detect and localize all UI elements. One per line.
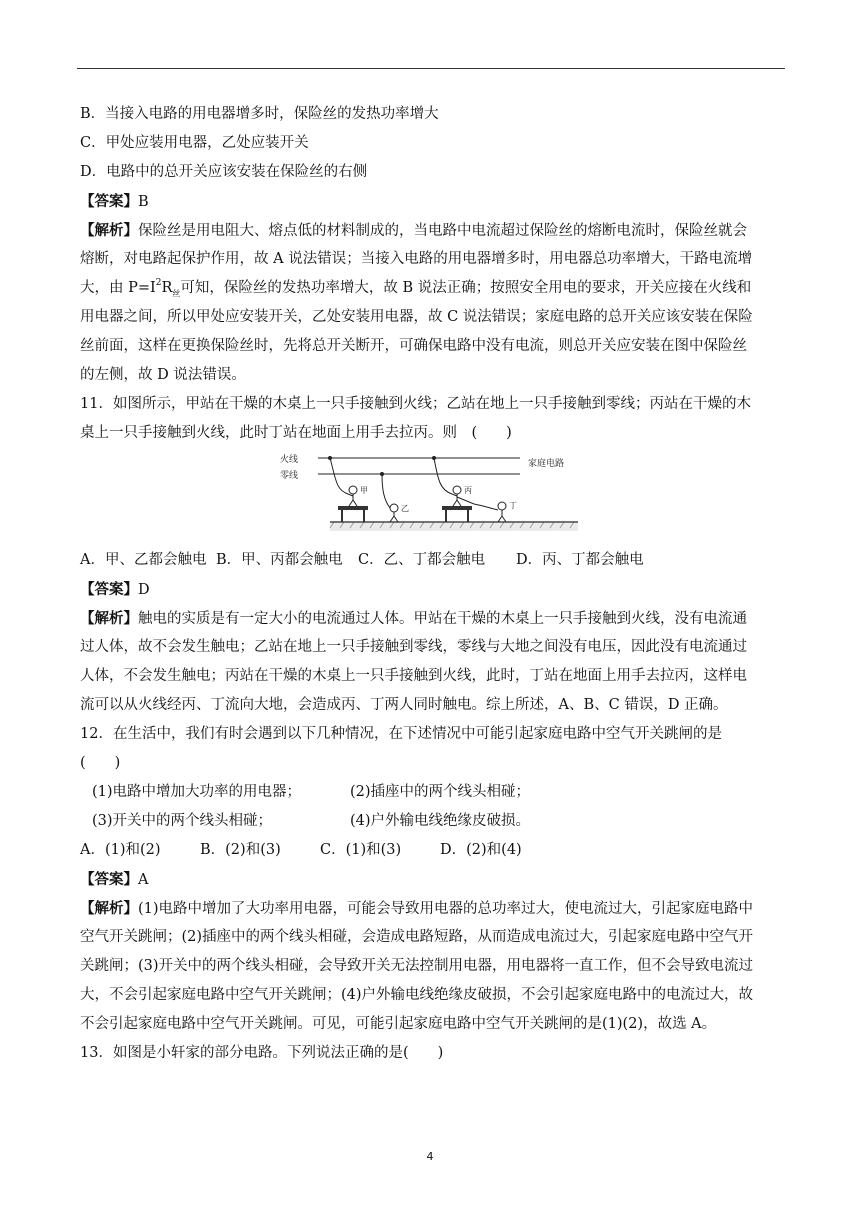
ground-fill — [330, 523, 578, 531]
q10-option-b: B．当接入电路的用电器增多时，保险丝的发热功率增大 — [80, 106, 439, 122]
q10-answer — [80, 187, 785, 216]
q11-explanation-2: 过人体，故不会发生触电；乙站在地上一只手接触到零线，零线与大地之间没有电压，因此没有电流通过 — [80, 639, 747, 655]
q12-options — [80, 836, 785, 865]
q10-option-c: C．甲处应装用电器，乙处应装开关 — [80, 135, 309, 151]
q12-item-3: (3)开关中的两个线头相碰； — [92, 813, 273, 829]
formula-start: 大，由 P=I — [80, 280, 156, 296]
wire-to-bing — [434, 458, 452, 494]
q10-explanation-4: 用电器之间，所以甲处应安装开关，乙处安装用电器，故 C 说法错误；家庭电路的总开关应该安装在保险 — [80, 309, 753, 325]
formula-rest: 可知，保险丝的发热功率增大，故 B 说法正确；按照安全用电的要求，开关应接在火线和 — [180, 280, 752, 296]
formula-r: R — [161, 280, 173, 296]
q10-explanation-3 — [80, 274, 785, 303]
q11-explanation-4: 流可以从火线经丙、丁流向大地，会造成丙、丁两人同时触电。综上所述，A、B、C 错误，D 正确。 — [80, 697, 728, 713]
q12-option-c: C．(1)和(3) — [320, 842, 402, 858]
q12-item-1: (1)电路中增加大功率的用电器； — [92, 784, 302, 800]
q12-items-row-1 — [80, 778, 785, 807]
q11-option-a: A．甲、乙都会触电 — [80, 552, 207, 568]
label-bing: 丙 — [464, 486, 472, 495]
formula-sup: 2 — [155, 278, 162, 289]
wire-to-jia — [330, 458, 348, 494]
q10-option-d: D．电路中的总开关应该安装在保险丝的右侧 — [80, 164, 368, 180]
q11-options — [80, 546, 785, 575]
person-jia — [348, 486, 357, 506]
q12-option-a: A．(1)和(2) — [80, 842, 161, 858]
q12-explanation-2: 空气开关跳闸；(2)插座中的两个线头相碰，会造成电路短路，从而造成电流过大，引起家庭电路中空气开 — [80, 929, 754, 945]
q11-explanation-text: 触电的实质是有一定大小的电流通过人体。甲站在干燥的木桌上一只手接触到火线，没有电流通 — [138, 611, 747, 627]
q12-option-d: D．(2)和(4) — [440, 842, 522, 858]
q10-explanation-1 — [80, 216, 785, 245]
circuit-figure — [80, 450, 785, 540]
q11-answer — [80, 575, 785, 604]
person-yi — [390, 504, 398, 522]
q11-explanation-1 — [80, 604, 785, 633]
q12-explanation-5: 不会引起家庭电路中空气开关跳闸。可见，可能引起家庭电路中空气开关跳闸的是(1)(2)，故选 A。 — [80, 1016, 717, 1032]
q12-stem-1: 12．在生活中，我们有时会遇到以下几种情况，在下述情况中可能引起家庭电路中空气开关跳闸的是 — [80, 726, 722, 742]
q10-explanation-5: 丝前面，这样在更换保险丝时，先将总开关断开，可确保电路中没有电流，则总开关应安装在图中保险丝 — [80, 338, 747, 354]
q12-stem-2: ( ) — [80, 755, 121, 771]
q11-stem-1: 11．如图所示，甲站在干燥的木桌上一只手接触到火线；乙站在地上一只手接触到零线；丙站在干燥的木 — [80, 396, 751, 412]
explain-tag: 【解析】 — [80, 610, 138, 627]
q12-item-4: (4)户外输电线绝缘皮破损。 — [350, 813, 531, 829]
live-wire-label: 火线 — [280, 455, 299, 465]
circuit-diagram — [278, 450, 598, 538]
wire-to-yi — [382, 474, 390, 508]
q10-explanation-2: 熔断，对电路起保护作用，故 A 说法错误；当接入电路的用电器增多时，用电器总功率增大，干路电流增 — [80, 251, 753, 267]
person-ding — [498, 502, 506, 522]
table-1 — [338, 506, 368, 510]
q11-answer-value: D — [138, 582, 150, 598]
explain-tag: 【解析】 — [80, 222, 138, 239]
q12-explanation-3: 关跳闸；(3)开关中的两个线头相碰，会导致开关无法控制用电器，用电器将一直工作，但不会导致电流过 — [80, 958, 754, 974]
q12-answer — [80, 865, 785, 894]
answer-tag: 【答案】 — [80, 871, 138, 888]
q10-explanation-6: 的左侧，故 D 说法错误。 — [80, 367, 246, 383]
q10-answer-value: B — [138, 194, 149, 210]
circuit-label: 家庭电路 — [528, 459, 565, 469]
page-content — [80, 100, 785, 1068]
label-ding: 丁 — [509, 501, 517, 510]
q12-explanation-1 — [80, 894, 785, 923]
q12-explanation-text: (1)电路中增加了大功率用电器，可能会导致用电器的总功率过大，使电流过大，引起家庭电路中 — [138, 901, 754, 917]
answer-tag: 【答案】 — [80, 193, 138, 210]
page-number: 4 — [426, 1150, 434, 1163]
q12-items-row-2 — [80, 807, 785, 836]
answer-tag: 【答案】 — [80, 581, 138, 598]
header-rule — [77, 68, 785, 69]
q12-option-b: B．(2)和(3) — [200, 842, 281, 858]
label-yi: 乙 — [401, 504, 409, 513]
q13-stem: 13．如图是小轩家的部分电路。下列说法正确的是( ) — [80, 1045, 444, 1061]
q12-answer-value: A — [138, 872, 149, 888]
label-jia: 甲 — [360, 486, 368, 495]
q11-stem-2: 桌上一只手接触到火线，此时丁站在地面上用手去拉丙。则 ( ) — [80, 425, 512, 441]
formula-sub: 丝 — [172, 288, 181, 298]
q11-option-c: C．乙、丁都会触电 — [358, 552, 486, 568]
q11-option-d: D．丙、丁都会触电 — [516, 552, 644, 568]
q12-explanation-4: 大，不会引起家庭电路中空气开关跳闸；(4)户外输电线绝缘皮破损，不会引起家庭电路中的电流过大，故 — [80, 987, 754, 1003]
q11-option-b: B．甲、丙都会触电 — [216, 552, 343, 568]
q11-explanation-3: 人体，不会发生触电；丙站在干燥的木桌上一只手接触到火线，此时，丁站在地面上用手去拉丙，这样电 — [80, 668, 747, 684]
neutral-wire-label: 零线 — [280, 471, 299, 481]
q10-explanation-text: 保险丝是用电阻大、熔点低的材料制成的，当电路中电流超过保险丝的熔断电流时，保险丝就会 — [138, 223, 747, 239]
table-2 — [442, 506, 472, 510]
explain-tag: 【解析】 — [80, 900, 138, 917]
ding-arm-link — [474, 504, 498, 510]
q12-item-2: (2)插座中的两个线头相碰； — [350, 784, 531, 800]
